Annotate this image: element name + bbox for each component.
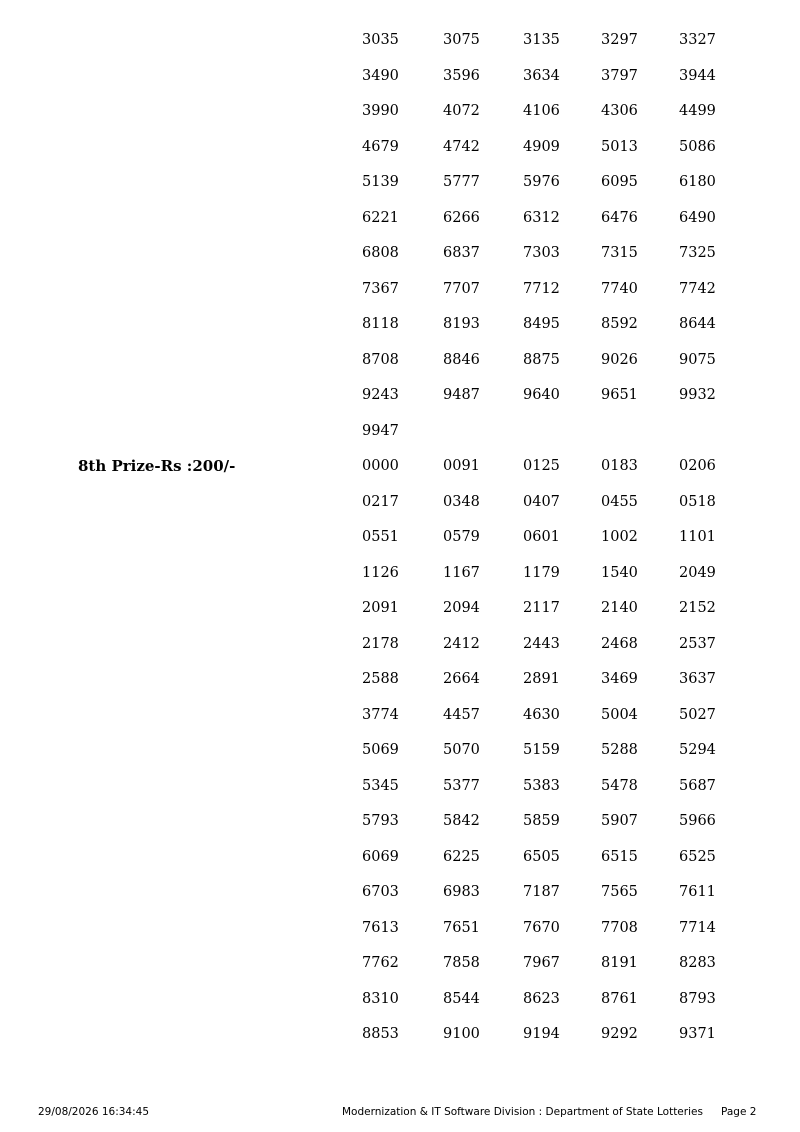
ticket-number: 0125 bbox=[523, 458, 560, 474]
ticket-number: 7858 bbox=[443, 955, 480, 971]
ticket-number: 2140 bbox=[601, 600, 638, 616]
ticket-number: 1126 bbox=[362, 564, 399, 581]
ticket-number: 4499 bbox=[679, 103, 716, 119]
ticket-number: 8793 bbox=[679, 990, 716, 1007]
ticket-number: 6505 bbox=[523, 848, 560, 865]
ticket-number: 8875 bbox=[523, 351, 560, 368]
ticket-number: 2412 bbox=[443, 635, 480, 652]
ticket-number: 6703 bbox=[362, 884, 399, 900]
ticket-number: 8644 bbox=[679, 316, 716, 332]
ticket-number: 2443 bbox=[523, 635, 560, 652]
number-row bbox=[0, 732, 800, 768]
ticket-number: 3990 bbox=[362, 103, 399, 119]
number-row bbox=[0, 803, 800, 839]
ticket-number: 6180 bbox=[679, 174, 716, 190]
ticket-number: 3634 bbox=[523, 67, 560, 84]
ticket-number: 2117 bbox=[523, 600, 560, 616]
ticket-number: 8193 bbox=[443, 316, 480, 332]
number-row bbox=[0, 626, 800, 662]
ticket-number: 4106 bbox=[523, 103, 560, 119]
ticket-number: 7707 bbox=[443, 280, 480, 297]
ticket-number: 6476 bbox=[601, 209, 638, 226]
ticket-number: 5013 bbox=[601, 138, 638, 155]
ticket-number: 9487 bbox=[443, 387, 480, 403]
ticket-number: 0551 bbox=[362, 529, 399, 545]
ticket-number: 7367 bbox=[362, 280, 399, 297]
number-row bbox=[0, 768, 800, 804]
ticket-number: 5859 bbox=[523, 813, 560, 829]
ticket-number: 5139 bbox=[362, 174, 399, 190]
footer-page-number: Page 2 bbox=[721, 1106, 757, 1118]
ticket-number: 1540 bbox=[601, 564, 638, 581]
ticket-number: 3469 bbox=[601, 671, 638, 687]
ticket-number: 9640 bbox=[523, 387, 560, 403]
number-row bbox=[0, 590, 800, 626]
ticket-number: 8708 bbox=[362, 351, 399, 368]
ticket-number: 6983 bbox=[443, 884, 480, 900]
ticket-number: 9932 bbox=[679, 387, 716, 403]
ticket-number: 2049 bbox=[679, 564, 716, 581]
ticket-number: 5907 bbox=[601, 813, 638, 829]
ticket-number: 1179 bbox=[523, 564, 560, 581]
number-row bbox=[0, 58, 800, 94]
ticket-number: 3490 bbox=[362, 67, 399, 84]
ticket-number: 2537 bbox=[679, 635, 716, 652]
ticket-number: 2664 bbox=[443, 671, 480, 687]
ticket-number: 8623 bbox=[523, 990, 560, 1007]
ticket-number: 3774 bbox=[362, 706, 399, 723]
ticket-number: 3035 bbox=[362, 32, 399, 48]
ticket-number: 5966 bbox=[679, 813, 716, 829]
ticket-number: 8118 bbox=[362, 316, 399, 332]
ticket-number: 5159 bbox=[523, 742, 560, 758]
ticket-number: 3075 bbox=[443, 32, 480, 48]
ticket-number: 8592 bbox=[601, 316, 638, 332]
ticket-number: 9194 bbox=[523, 1026, 560, 1042]
ticket-number: 0455 bbox=[601, 493, 638, 510]
ticket-number: 0217 bbox=[362, 493, 399, 510]
ticket-number: 3596 bbox=[443, 67, 480, 84]
ticket-number: 9651 bbox=[601, 387, 638, 403]
ticket-number: 5086 bbox=[679, 138, 716, 155]
ticket-number: 4306 bbox=[601, 103, 638, 119]
ticket-number: 2152 bbox=[679, 600, 716, 616]
ticket-number: 5383 bbox=[523, 777, 560, 794]
ticket-number: 4742 bbox=[443, 138, 480, 155]
ticket-number: 2588 bbox=[362, 671, 399, 687]
ticket-number: 7740 bbox=[601, 280, 638, 297]
ticket-number: 9026 bbox=[601, 351, 638, 368]
number-row bbox=[0, 413, 800, 449]
number-row bbox=[0, 342, 800, 378]
ticket-number: 8495 bbox=[523, 316, 560, 332]
ticket-number: 6266 bbox=[443, 209, 480, 226]
ticket-number: 3637 bbox=[679, 671, 716, 687]
ticket-number: 5478 bbox=[601, 777, 638, 794]
number-row bbox=[0, 200, 800, 236]
ticket-number: 6515 bbox=[601, 848, 638, 865]
ticket-number: 4072 bbox=[443, 103, 480, 119]
number-row bbox=[0, 484, 800, 520]
ticket-number: 5027 bbox=[679, 706, 716, 723]
ticket-number: 5793 bbox=[362, 813, 399, 829]
ticket-number: 7315 bbox=[601, 245, 638, 261]
number-row bbox=[0, 661, 800, 697]
ticket-number: 6837 bbox=[443, 245, 480, 261]
number-row bbox=[0, 910, 800, 946]
ticket-number: 7611 bbox=[679, 884, 716, 900]
ticket-number: 8846 bbox=[443, 351, 480, 368]
ticket-number: 8761 bbox=[601, 990, 638, 1007]
number-row bbox=[0, 306, 800, 342]
ticket-number: 5687 bbox=[679, 777, 716, 794]
ticket-number: 0407 bbox=[523, 493, 560, 510]
ticket-number: 6312 bbox=[523, 209, 560, 226]
ticket-number: 2891 bbox=[523, 671, 560, 687]
ticket-number: 7712 bbox=[523, 280, 560, 297]
prize-label: 8th Prize-Rs :200/- bbox=[78, 457, 236, 475]
ticket-number: 0183 bbox=[601, 458, 638, 474]
ticket-number: 2468 bbox=[601, 635, 638, 652]
ticket-number: 6221 bbox=[362, 209, 399, 226]
ticket-number: 3327 bbox=[679, 32, 716, 48]
ticket-number: 2094 bbox=[443, 600, 480, 616]
ticket-number: 5377 bbox=[443, 777, 480, 794]
ticket-number: 0601 bbox=[523, 529, 560, 545]
ticket-number: 9100 bbox=[443, 1026, 480, 1042]
number-row bbox=[0, 129, 800, 165]
ticket-number: 6225 bbox=[443, 848, 480, 865]
ticket-number: 4679 bbox=[362, 138, 399, 155]
ticket-number: 5345 bbox=[362, 777, 399, 794]
ticket-number: 7613 bbox=[362, 919, 399, 936]
number-row bbox=[0, 839, 800, 875]
ticket-number: 4630 bbox=[523, 706, 560, 723]
ticket-number: 5294 bbox=[679, 742, 716, 758]
ticket-number: 6525 bbox=[679, 848, 716, 865]
ticket-number: 4457 bbox=[443, 706, 480, 723]
ticket-number: 2091 bbox=[362, 600, 399, 616]
ticket-number: 3297 bbox=[601, 32, 638, 48]
number-row bbox=[0, 93, 800, 129]
ticket-number: 0518 bbox=[679, 493, 716, 510]
ticket-number: 9243 bbox=[362, 387, 399, 403]
ticket-number: 5070 bbox=[443, 742, 480, 758]
ticket-number: 0579 bbox=[443, 529, 480, 545]
ticket-number: 8310 bbox=[362, 990, 399, 1007]
ticket-number: 5069 bbox=[362, 742, 399, 758]
number-row bbox=[0, 1016, 800, 1052]
number-row bbox=[0, 519, 800, 555]
ticket-number: 9292 bbox=[601, 1026, 638, 1042]
ticket-number: 8853 bbox=[362, 1026, 399, 1042]
ticket-number: 0206 bbox=[679, 458, 716, 474]
ticket-number: 6095 bbox=[601, 174, 638, 190]
ticket-number: 0000 bbox=[362, 458, 399, 474]
number-row bbox=[0, 377, 800, 413]
number-row bbox=[0, 448, 800, 484]
ticket-number: 6490 bbox=[679, 209, 716, 226]
ticket-number: 7762 bbox=[362, 955, 399, 971]
number-row bbox=[0, 271, 800, 307]
number-row bbox=[0, 697, 800, 733]
ticket-number: 8283 bbox=[679, 955, 716, 971]
ticket-number: 7714 bbox=[679, 919, 716, 936]
ticket-number: 9075 bbox=[679, 351, 716, 368]
ticket-number: 5777 bbox=[443, 174, 480, 190]
ticket-number: 9947 bbox=[362, 422, 399, 439]
ticket-number: 7303 bbox=[523, 245, 560, 261]
ticket-number: 0091 bbox=[443, 458, 480, 474]
ticket-number: 3797 bbox=[601, 67, 638, 84]
ticket-number: 3135 bbox=[523, 32, 560, 48]
ticket-number: 4909 bbox=[523, 138, 560, 155]
ticket-number: 7651 bbox=[443, 919, 480, 936]
ticket-number: 7565 bbox=[601, 884, 638, 900]
number-row bbox=[0, 22, 800, 58]
ticket-number: 7325 bbox=[679, 245, 716, 261]
ticket-number: 5976 bbox=[523, 174, 560, 190]
number-row bbox=[0, 164, 800, 200]
ticket-number: 3944 bbox=[679, 67, 716, 84]
ticket-number: 7742 bbox=[679, 280, 716, 297]
ticket-number: 5004 bbox=[601, 706, 638, 723]
ticket-number: 5288 bbox=[601, 742, 638, 758]
number-row bbox=[0, 555, 800, 591]
ticket-number: 7967 bbox=[523, 955, 560, 971]
ticket-number: 7708 bbox=[601, 919, 638, 936]
ticket-number: 2178 bbox=[362, 635, 399, 652]
number-row bbox=[0, 874, 800, 910]
ticket-number: 6069 bbox=[362, 848, 399, 865]
ticket-number: 7187 bbox=[523, 884, 560, 900]
footer-division: Modernization & IT Software Division : Department of State Lotteries bbox=[342, 1106, 703, 1118]
number-row bbox=[0, 981, 800, 1017]
number-row bbox=[0, 235, 800, 271]
ticket-number: 0348 bbox=[443, 493, 480, 510]
footer-timestamp: 29/08/2026 16:34:45 bbox=[38, 1106, 150, 1118]
ticket-number: 8544 bbox=[443, 990, 480, 1007]
ticket-number: 1002 bbox=[601, 529, 638, 545]
ticket-number: 1101 bbox=[679, 529, 716, 545]
ticket-number: 7670 bbox=[523, 919, 560, 936]
ticket-number: 5842 bbox=[443, 813, 480, 829]
ticket-number: 6808 bbox=[362, 245, 399, 261]
ticket-number: 1167 bbox=[443, 564, 480, 581]
ticket-number: 9371 bbox=[679, 1026, 716, 1042]
number-row bbox=[0, 945, 800, 981]
ticket-number: 8191 bbox=[601, 955, 638, 971]
